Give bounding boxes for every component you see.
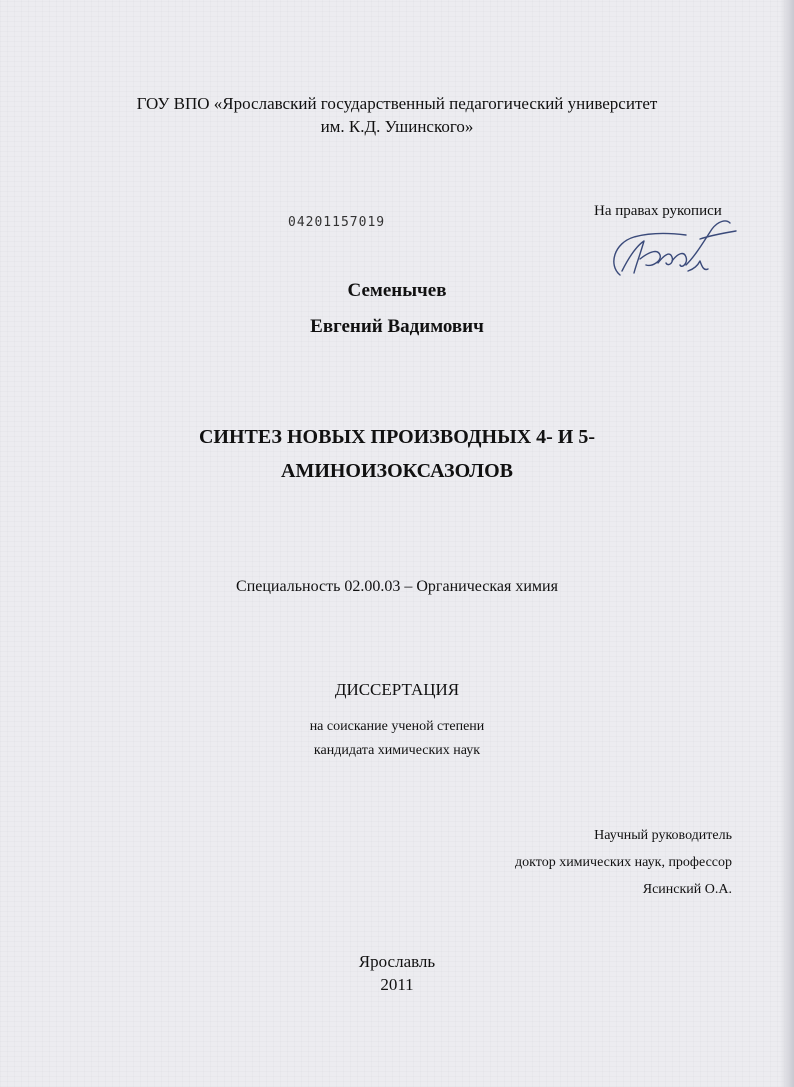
supervisor-role: Научный руководитель (594, 828, 732, 843)
supervisor-block (515, 822, 732, 903)
degree-line-2: кандидата химических наук (313, 743, 481, 758)
dissertation-title (0, 420, 794, 488)
supervisor-credentials: доктор химических наук, профессор (515, 855, 732, 870)
page-edge-shadow (780, 0, 794, 1087)
university-line-2: им. К.Д. Ушинского» (320, 117, 474, 136)
footer-place-year (0, 950, 794, 996)
author-surname: Семенычев (347, 280, 447, 301)
degree-line-1: на соискание ученой степени (309, 719, 485, 734)
library-stamp-number: 04201157019 (288, 215, 386, 230)
year: 2011 (380, 975, 414, 994)
author-given-names: Евгений Вадимович (310, 316, 484, 337)
university-header (0, 92, 794, 138)
supervisor-name: Ясинский О.А. (642, 882, 732, 897)
specialty: Специальность 02.00.03 – Органическая химия (236, 578, 558, 595)
city: Ярославль (358, 952, 436, 971)
title-line-2: АМИНОИЗОКСАЗОЛОВ (281, 460, 513, 482)
manuscript-rights-note: На правах рукописи (594, 203, 722, 219)
degree-sought (0, 715, 794, 763)
university-line-1: ГОУ ВПО «Ярославский государственный педагогический университет (136, 94, 658, 113)
title-line-1: СИНТЕЗ НОВЫХ ПРОИЗВОДНЫХ 4- И 5- (198, 426, 596, 448)
document-type: ДИССЕРТАЦИЯ (334, 680, 460, 699)
author-signature-icon (600, 215, 740, 285)
